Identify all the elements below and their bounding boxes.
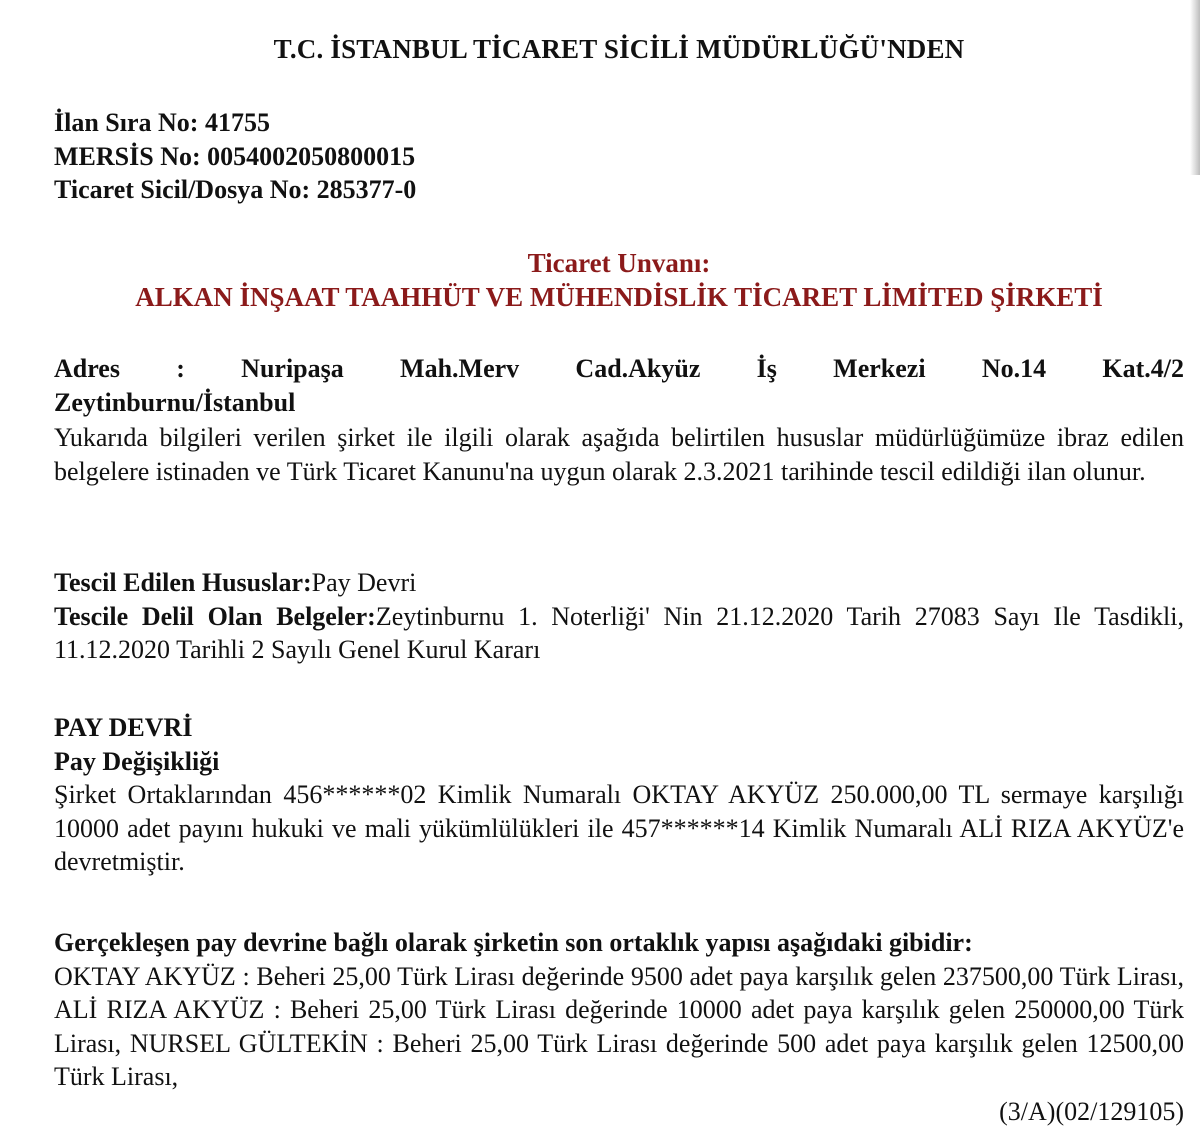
address-line-1: Adres : Nuripaşa Mah.Merv Cad.Akyüz İş Merkezi No.14 Kat.4/2 bbox=[54, 354, 1184, 383]
transfer-block bbox=[54, 711, 1184, 879]
company-name: ALKAN İNŞAAT TAAHHÜT VE MÜHENDİSLİK TİCARET LİMİTED ŞİRKETİ bbox=[135, 281, 1103, 312]
intro-paragraph: Yukarıda bilgileri verilen şirket ile ilgili olarak aşağıda belirtilen hususlar müdürlüğümüze ibraz edilen belgelere istinaden ve Türk Ticaret Kanunu'na uygun olarak 2.3.2021 tarihinde tescil edildiği ilan olunur. bbox=[54, 423, 1184, 486]
registered-matters bbox=[54, 566, 1184, 600]
address-line-2: Zeytinburnu/İstanbul bbox=[54, 387, 296, 417]
evidence-label: Tescile Delil Olan Belgeler: bbox=[54, 601, 376, 631]
structure-heading: Gerçekleşen pay devrine bağlı olarak şirketin son ortaklık yapısı aşağıdaki gibidir: bbox=[54, 928, 973, 957]
registered-value: Pay Devri bbox=[311, 568, 417, 597]
structure-text: OKTAY AKYÜZ : Beheri 25,00 Türk Lirası değerinde 9500 adet paya karşılık gelen 237500,00 Türk Lirası, ALİ RIZA AKYÜZ : Beheri 25,00 Türk Lirası değerinde 10000 adet paya karşılık gelen 250000,00 Türk Lirası, NURSEL GÜLTEKİN : Beheri 25,00 Türk Lirası değerinde 500 adet paya karşılık gelen 12500,00 Türk Lirası, bbox=[54, 961, 1184, 1091]
footer-reference: (3/A)(02/129105) bbox=[999, 1097, 1184, 1126]
transfer-subheading: Pay Değişikliği bbox=[54, 746, 220, 776]
structure-block bbox=[54, 926, 1184, 1094]
page-edge-shadow bbox=[1190, 0, 1200, 175]
company-label: Ticaret Unvanı: bbox=[527, 248, 711, 278]
registration-block bbox=[54, 566, 1184, 667]
company-block bbox=[54, 247, 1184, 314]
transfer-heading: PAY DEVRİ bbox=[54, 713, 193, 742]
id-block bbox=[54, 106, 1184, 207]
address-block bbox=[54, 352, 1184, 419]
mersis-no: MERSİS No: 0054002050800015 bbox=[54, 141, 416, 171]
evidence-value: Zeytinburnu 1. Noterliği' Nin 21.12.2020 Tarih 27083 Sayı Ile Tasdikli, 11.12.2020 Tarihli 2 Sayılı Genel Kurul Kararı bbox=[54, 601, 1184, 664]
registry-title: T.C. İSTANBUL TİCARET SİCİLİ MÜDÜRLÜĞÜ'NDEN bbox=[273, 34, 965, 64]
evidence-documents bbox=[54, 600, 1184, 667]
sicil-dosya-no: Ticaret Sicil/Dosya No: 285377-0 bbox=[54, 175, 417, 204]
transfer-text: Şirket Ortaklarından 456******02 Kimlik Numaralı OKTAY AKYÜZ 250.000,00 TL sermaye karşılığı 10000 adet payını hukuki ve mali yükümlülükleri ile 457******14 Kimlik Numaralı ALİ RIZA AKYÜZ'e devretmiştir. bbox=[54, 780, 1184, 876]
ilan-sira-no: İlan Sıra No: 41755 bbox=[54, 108, 270, 137]
registered-label: Tescil Edilen Hususlar: bbox=[54, 568, 312, 597]
